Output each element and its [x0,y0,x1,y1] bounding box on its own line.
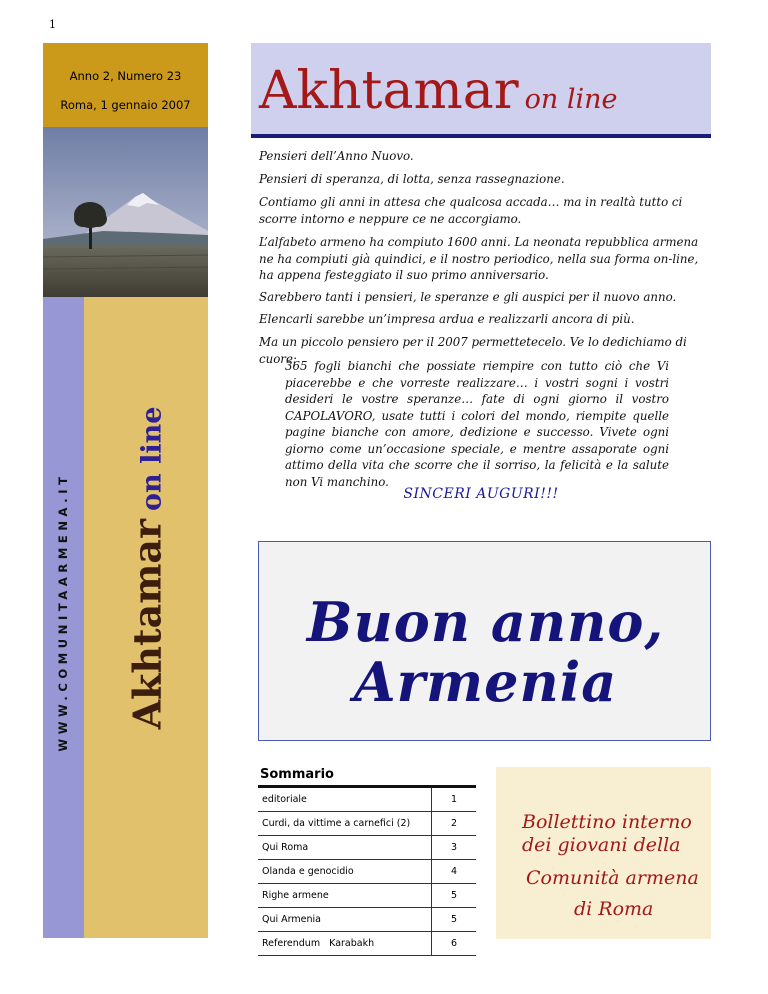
masthead [251,43,711,134]
toc-row[interactable] [258,908,476,932]
sidebar-title-main: Akhtamar [124,518,170,730]
article-paragraph-7: Ma un piccolo pensiero per il 2007 permettetecelo. Ve lo dedichiamo di cuore: [259,335,687,366]
toc-row[interactable] [258,860,476,884]
toc-row[interactable] [258,884,476,908]
issue-date: Roma, 1 gennaio 2007 [60,98,191,112]
bulletin-box [496,767,711,939]
toc-row-label: Curdi, da vittime a carnefici (2) [258,812,432,836]
toc-title: Sommario [260,767,334,782]
issue-box [43,43,208,127]
toc-row-page: 3 [432,836,477,860]
toc-row-label: Referendum Karabakh [258,932,432,956]
toc-row-page: 1 [432,788,477,812]
bulletin-line-2: dei giovani della [522,834,681,856]
article-paragraph-2: Pensieri di speranza, di lotta, senza rassegnazione. [259,172,565,186]
masthead-rule [251,134,711,138]
page-number: 1 [49,18,56,31]
wishes-heading: SINCERI AUGURI!!! [403,486,559,502]
toc-row-label: Olanda e genocidio [258,860,432,884]
article-paragraph-1: Pensieri dell’Anno Nuovo. [259,149,414,163]
toc-row-label: Qui Armenia [258,908,432,932]
masthead-title [259,61,618,121]
bulletin-line-3: Comunità armena [526,867,699,889]
toc-row-page: 5 [432,908,477,932]
article-paragraph-3: Contiamo gli anni in attesa che qualcosa accada… ma in realtà tutto ci scorre intorno e neppure ce ne accorgiamo. [259,195,683,226]
masthead-title-sub: on line [524,84,618,115]
issue-number: Anno 2, Numero 23 [69,69,182,83]
toc-row-page: 4 [432,860,477,884]
toc-row[interactable] [258,836,476,860]
article-paragraph-5: Sarebbero tanti i pensieri, le speranze e gli auspici per il nuovo anno. [259,290,677,304]
article-paragraph-4: L’alfabeto armeno ha compiuto 1600 anni. La neonata repubblica armena ne ha compiuti già quindici, e il nostro periodico, nella sua forma on-line, ha appena festeggiato il suo primo anniversario. [259,235,699,282]
toc-row-page: 2 [432,812,477,836]
bulletin-line-4: di Roma [574,898,654,920]
toc-row[interactable] [258,788,476,812]
masthead-title-main: Akhtamar [259,61,519,121]
toc-row-label: editoriale [258,788,432,812]
toc-row-page: 6 [432,932,477,956]
toc-table [258,788,476,956]
toc-row[interactable] [258,932,476,956]
greeting-box [258,541,711,741]
toc-row-page: 5 [432,884,477,908]
toc-row-label: Righe armene [258,884,432,908]
sidebar-title-sub: on line [136,406,168,511]
landscape-image [43,127,208,297]
article-quote: 365 fogli bianchi che possiate riempire con tutto ciò che Vi piacerebbe e che vorreste realizzare… i vostri sogni i vostri desideri le vostre speranze… fate di ogni giorno il vostro CAPOLAVORO, usate tutti i colori del mondo, riempite quelle pagine bianche con amore, dedizione e successo. Vivete ogni giorno come un’occasione speciale, e mentre assaporate ogni attimo della vita che scorre che il sorriso, la felicità e la salute non Vi manchino. [285,359,669,489]
bulletin-line-1: Bollettino interno [522,811,692,833]
article-paragraph-6: Elencarli sarebbe un’impresa ardua e realizzarli ancora di più. [259,312,635,326]
greeting-line-2: Armenia [353,650,618,714]
sidebar-url-text: WWW.COMUNITAARMENA.IT [56,472,70,752]
toc-row-label: Qui Roma [258,836,432,860]
ararat-photo [43,127,208,297]
toc-row[interactable] [258,812,476,836]
greeting-line-1: Buon anno, [306,590,665,654]
